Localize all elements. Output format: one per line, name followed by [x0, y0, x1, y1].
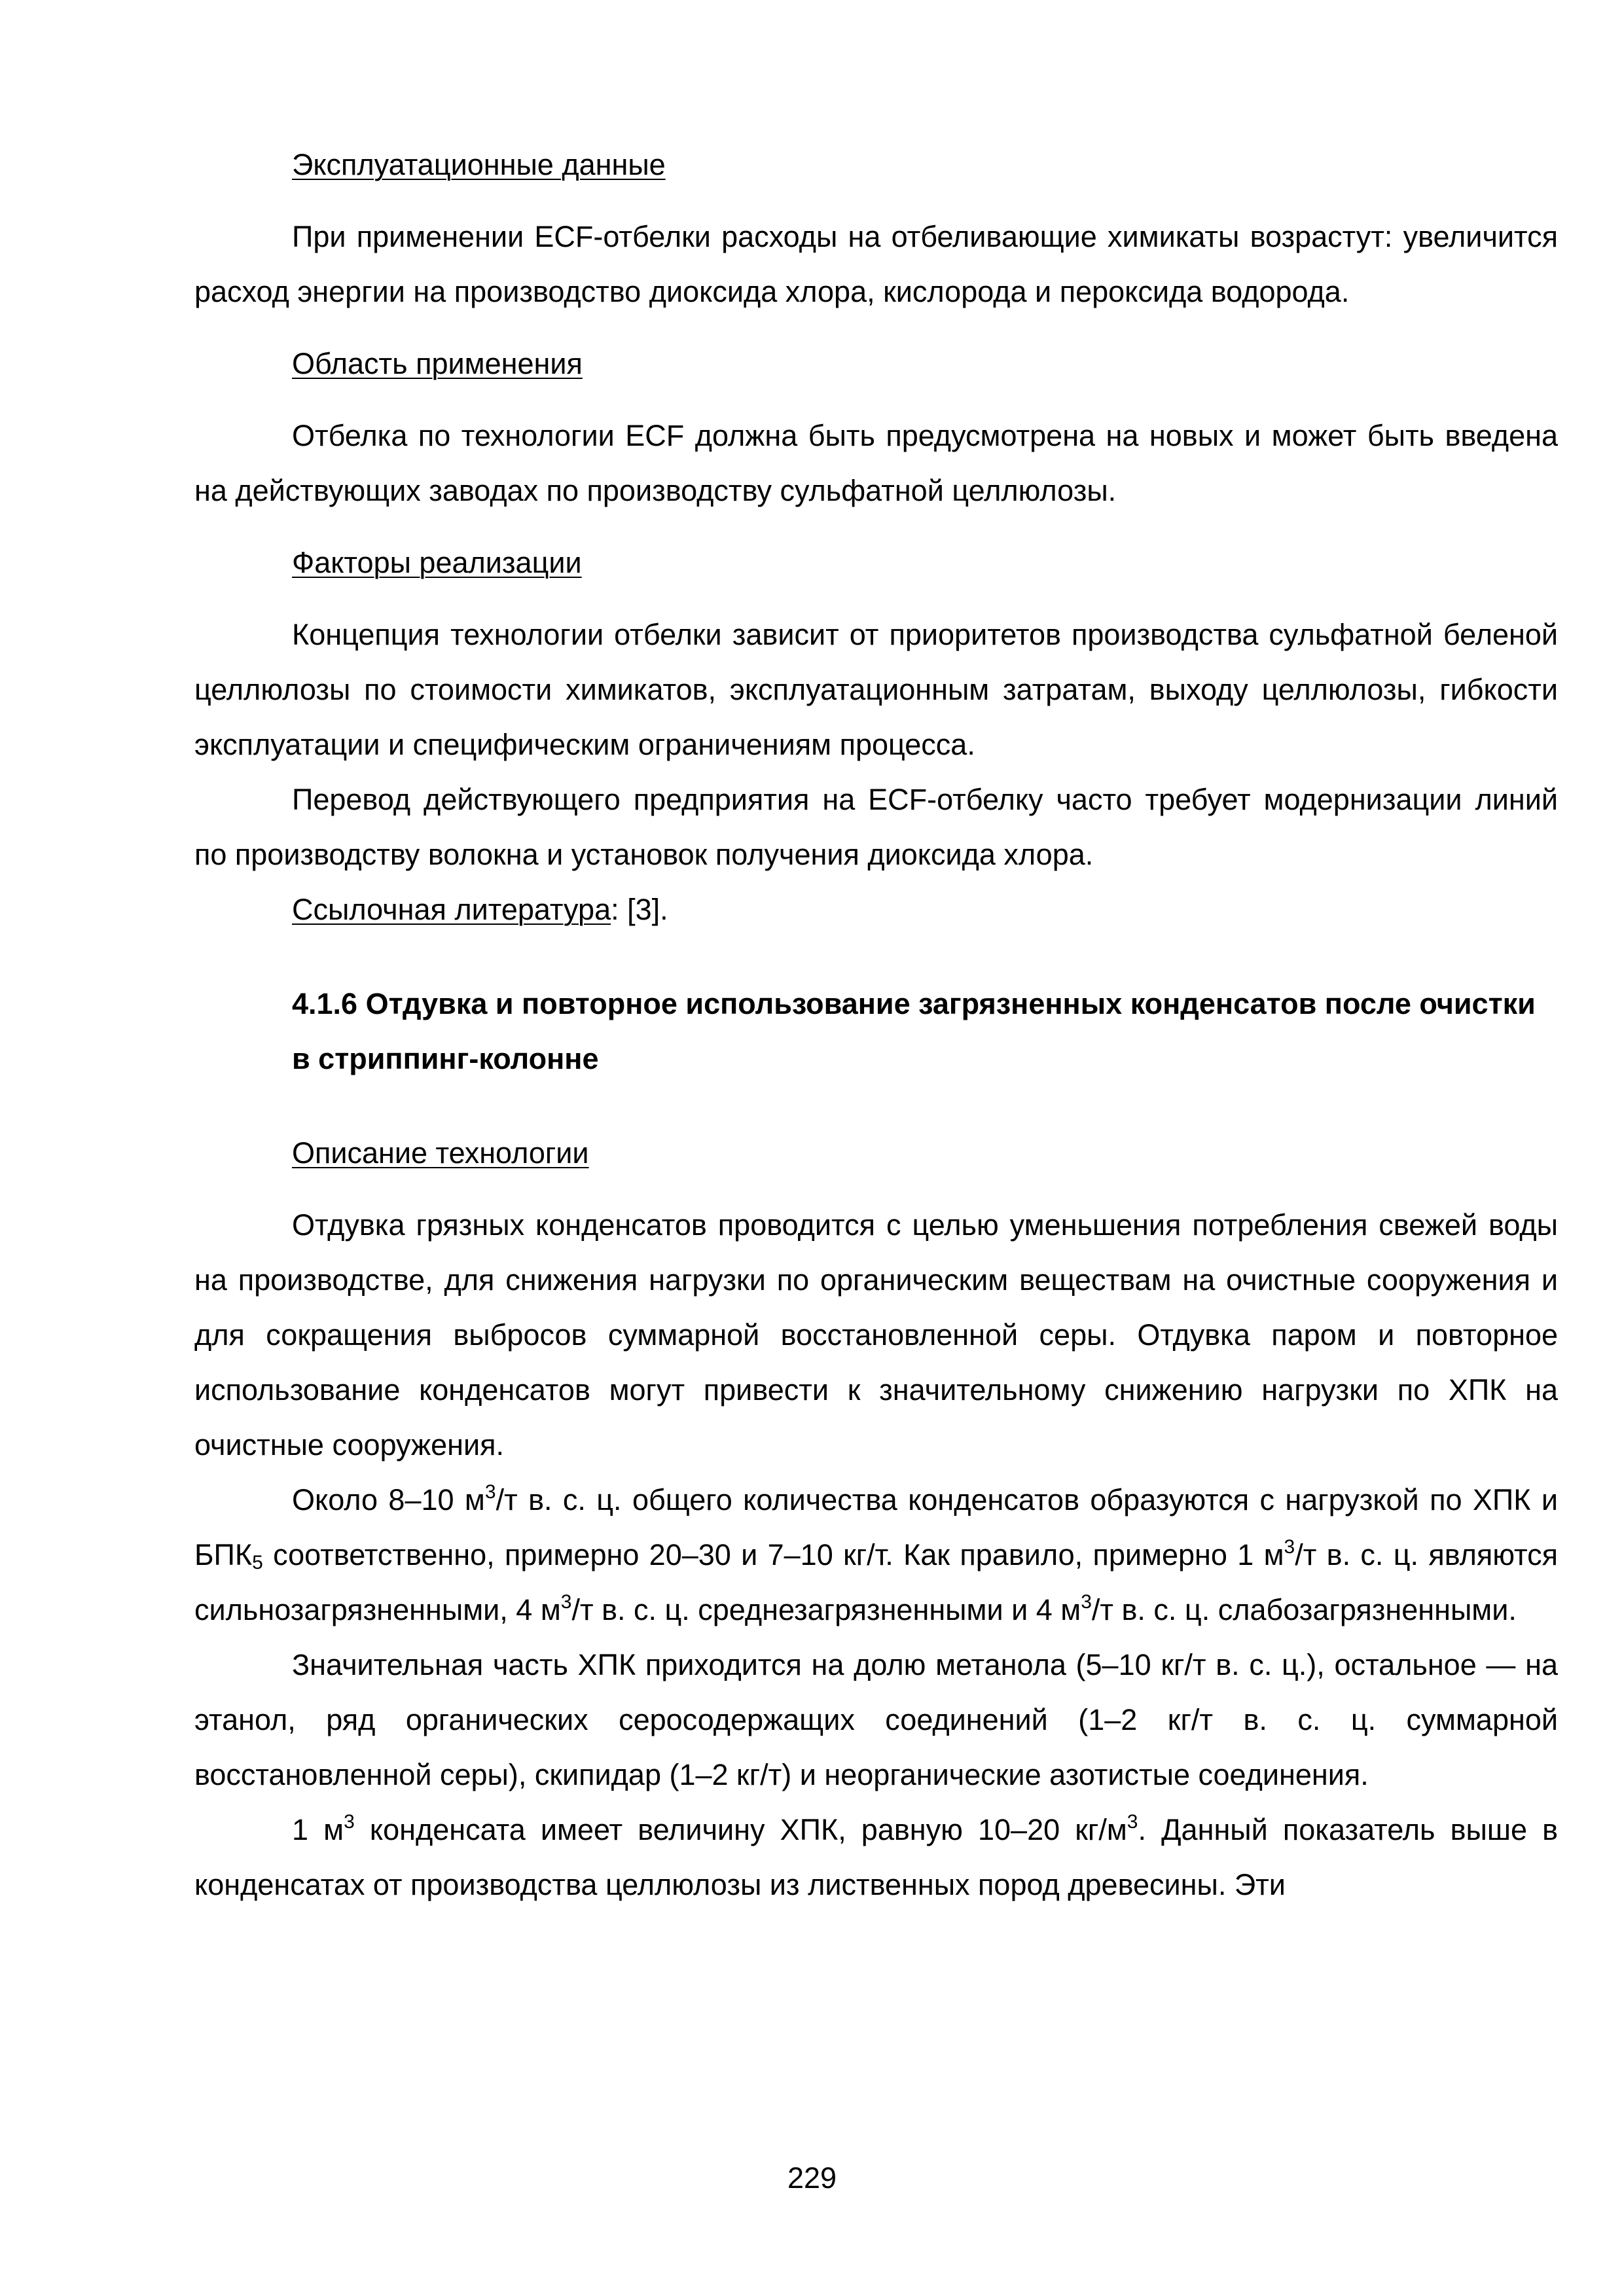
references-value: : [3].: [611, 893, 668, 926]
document-page: [194, 137, 1558, 1912]
references-label: Ссылочная литература: [292, 893, 611, 926]
p2-sup-1: 3: [484, 1481, 496, 1503]
application-area-label: Область применения: [292, 347, 583, 380]
p2-sup-2: 3: [1284, 1536, 1295, 1558]
operational-data-label: Эксплуатационные данные: [292, 148, 666, 181]
operational-data-text: При применении ECF-отбелки расходы на отбеливающие химикаты возрастут: увеличится расход энергии на производство диоксида хлора, кислорода и пероксида водорода.: [194, 220, 1558, 308]
p4-text-2: конденсата имеет величину ХПК, равную 10–20 кг/м: [354, 1813, 1127, 1846]
p4-sup-1: 3: [344, 1811, 355, 1833]
technology-description-paragraph-3: Значительная часть ХПК приходится на долю метанола (5–10 кг/т в. с. ц.), остальное — на этанол, ряд органических серосодержащих соединений (1–2 кг/т в. с. ц. суммарной восстановленной серы), скипидар (1–2 кг/т) и неорганические азотистые соединения.: [194, 1648, 1558, 1791]
p2-text-5: /т в. с. ц. среднезагрязненными и 4 м: [571, 1593, 1081, 1626]
implementation-factors-paragraph-2: Перевод действующего предприятия на ECF-отбелку часто требует модернизации линий по производству волокна и установок получения диоксида хлора.: [194, 783, 1558, 871]
p2-sup-3: 3: [560, 1591, 572, 1613]
technology-description-paragraph-2: [194, 1473, 1558, 1638]
p2-text-4: /т в. с. ц. являются сильнозагрязненными, 4 м: [194, 1538, 1558, 1626]
p4-sup-2: 3: [1127, 1811, 1138, 1833]
implementation-factors-label: Факторы реализации: [292, 546, 582, 579]
application-area-text: Отбелка по технологии ECF должна быть предусмотрена на новых и может быть введена на действующих заводах по производству сульфатной целлюлозы.: [194, 419, 1558, 507]
p2-text-1: Около 8–10 м: [292, 1483, 485, 1516]
implementation-factors-paragraph-1: Концепция технологии отбелки зависит от приоритетов производства сульфатной беленой целлюлозы по стоимости химикатов, эксплуатационным затратам, выходу целлюлозы, гибкости эксплуатации и специфическим ограничениям процесса.: [194, 618, 1558, 761]
p2-text-6: /т в. с. ц. слабозагрязненными.: [1091, 1593, 1517, 1626]
p4-text-3: . Данный показатель выше в конденсатах от производства целлюлозы из лиственных пород древесины. Эти: [194, 1813, 1559, 1901]
p2-text-3: соответственно, примерно 20–30 и 7–10 кг/т. Как правило, примерно 1 м: [262, 1538, 1284, 1571]
technology-description-paragraph-4: [194, 1803, 1558, 1912]
p2-sub-1: 5: [252, 1552, 263, 1573]
p4-text-1: 1 м: [292, 1813, 344, 1846]
section-heading: 4.1.6 Отдувка и повторное использование загрязненных конденсатов после очистки в стриппинг-колонне: [292, 987, 1536, 1075]
page-number: 229: [787, 2161, 837, 2195]
technology-description-label: Описание технологии: [292, 1136, 589, 1170]
p2-sup-4: 3: [1081, 1591, 1092, 1613]
references-line: [194, 882, 1558, 937]
p2-text-2: /т в. с. ц. общего количества конденсатов образуются с нагрузкой по ХПК и БПК: [194, 1483, 1558, 1571]
technology-description-paragraph-1: Отдувка грязных конденсатов проводится с целью уменьшения потребления свежей воды на производстве, для снижения нагрузки по органическим веществам на очистные сооружения и для сокращения выбросов суммарной восстановленной серы. Отдувка паром и повторное использование конденсатов могут привести к значительному снижению нагрузки по ХПК на очистные сооружения.: [194, 1208, 1558, 1462]
